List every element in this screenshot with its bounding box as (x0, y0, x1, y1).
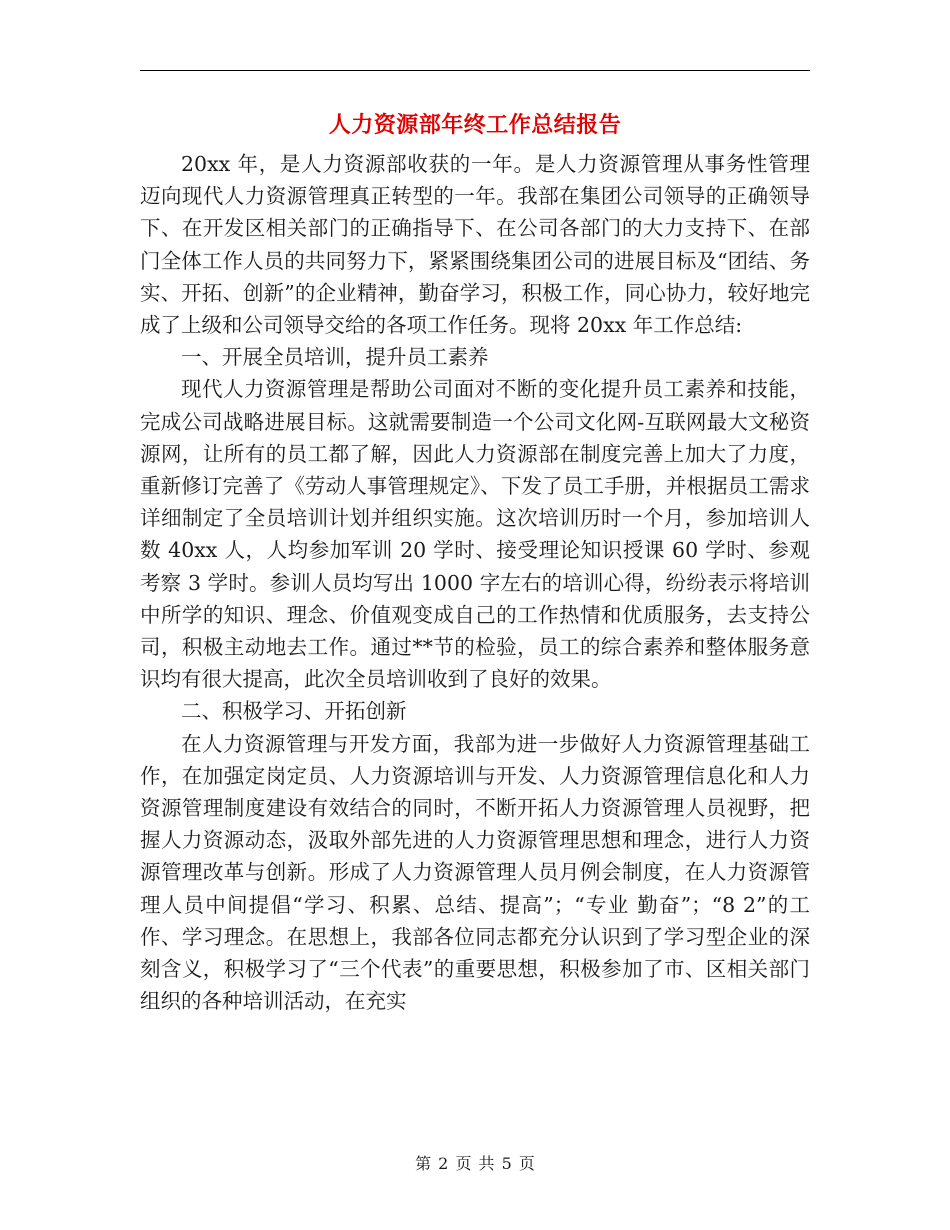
section-heading-1: 一、开展全员培训，提升员工素养 (181, 345, 489, 370)
document-title: 人力资源部年终工作总结报告 (328, 112, 622, 138)
page-number: 第 2 页 共 5 页 (415, 1154, 535, 1173)
paragraph-intro: 20xx 年，是人力资源部收获的一年。是人力资源管理从事务性管理迈向现代人力资源管理真正转型的一年。我部在集团公司领导的正确领导下、在开发区相关部门的正确指导下、在公司各部门的大力支持下、在部门全体工作人员的共同努力下，紧紧围绕集团公司的进展目标及“团结、务实、开拓、创新”的企业精神，勤奋学习，积极工作，同心协力，较好地完成了上级和公司领导交给的各项工作任务。现将 20xx 年工作总结: (140, 152, 810, 338)
section-heading-2: 二、积极学习、开拓创新 (181, 699, 407, 724)
paragraph-training: 现代人力资源管理是帮助公司面对不断的变化提升员工素养和技能，完成公司战略进展目标。这就需要制造一个公司文化网-互联网最大文秘资源网，让所有的员工都了解，因此人力资源部在制度完善上加大了力度，重新修订完善了《劳动人事管理规定》、下发了员工手册，并根据员工需求详细制定了全员培训计划并组织实施。这次培训历时一个月，参加培训人数 40xx 人，人均参加军训 20 学时、接受理论知识授课 60 学时、参观考察 3 学时。参训人员均写出 1000 字左右的培训心得，纷纷表示将培训中所学的知识、理念、价值观变成自己的工作热情和优质服务，去支持公司，积极主动地去工作。通过**节的检验，员工的综合素养和整体服务意识均有很大提高，此次全员培训收到了良好的效果。 (140, 377, 810, 692)
paragraph-innovation: 在人力资源管理与开发方面，我部为进一步做好人力资源管理基础工作，在加强定岗定员、人力资源培训与开发、人力资源管理信息化和人力资源管理制度建设有效结合的同时，不断开拓人力资源管理人员视野，把握人力资源动态，汲取外部先进的人力资源管理思想和理念，进行人力资源管理改革与创新。形成了人力资源管理人员月例会制度，在人力资源管理人员中间提倡“学习、积累、总结、提高”；“专业 勤奋”；“8 2”的工作、学习理念。在思想上，我部各位同志都充分认识到了学习型企业的深刻含义，积极学习了“三个代表”的重要思想，积极参加了市、区相关部门组织的各种培训活动，在充实 (140, 731, 810, 1014)
header-rule (140, 70, 810, 71)
document-body (140, 148, 810, 1017)
